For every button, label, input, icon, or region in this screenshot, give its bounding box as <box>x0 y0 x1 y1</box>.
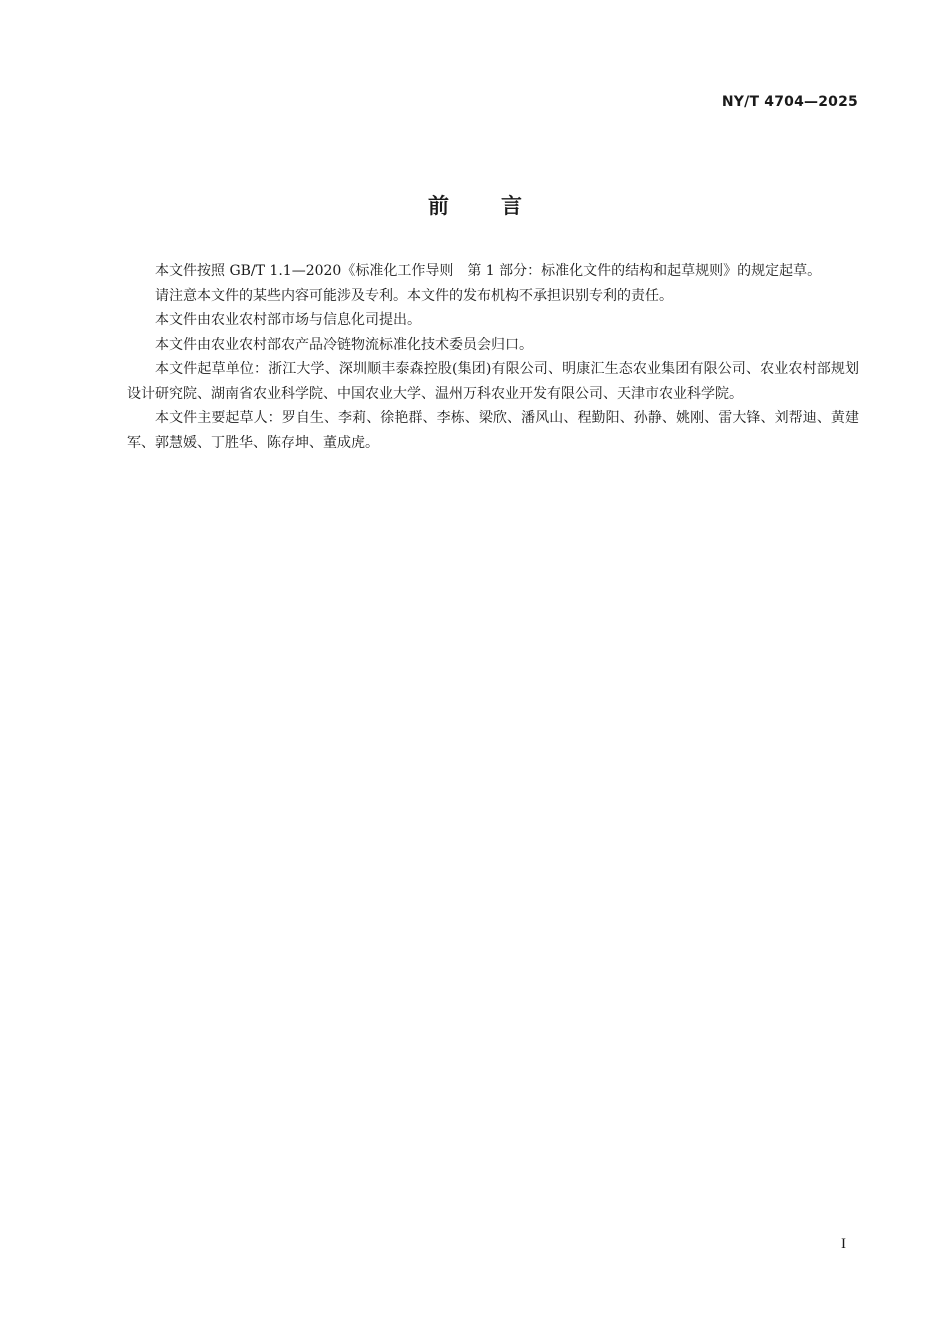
paragraph-main-drafters: 本文件主要起草人：罗自生、李莉、徐艳群、李栋、梁欣、潘风山、程勤阳、孙静、姚刚、雷大锋、刘帮迪、黄建军、郭慧媛、丁胜华、陈存坤、董成虎。 <box>127 410 859 451</box>
page-title: 前言 <box>428 194 574 218</box>
paragraph-patent-notice: 请注意本文件的某些内容可能涉及专利。本文件的发布机构不承担识别专利的责任。 <box>155 287 673 304</box>
standard-code: NY/T 4704—2025 <box>721 94 858 110</box>
document-body <box>127 259 859 455</box>
paragraph-drafting-units: 本文件起草单位：浙江大学、深圳顺丰泰森控股(集团)有限公司、明康汇生态农业集团有限公司、农业农村部规划设计研究院、湖南省农业科学院、中国农业大学、温州万科农业开发有限公司、天津市农业科学院。 <box>127 361 859 402</box>
page-number: I <box>841 1236 846 1252</box>
paragraph-drafting-rules: 本文件按照 GB/T 1.1—2020《标准化工作导则 第 1 部分：标准化文件的结构和起草规则》的规定起草。 <box>155 263 822 279</box>
paragraph-centralized-by: 本文件由农业农村部农产品冷链物流标准化技术委员会归口。 <box>155 336 533 353</box>
paragraph-proposed-by: 本文件由农业农村部市场与信息化司提出。 <box>155 312 421 328</box>
